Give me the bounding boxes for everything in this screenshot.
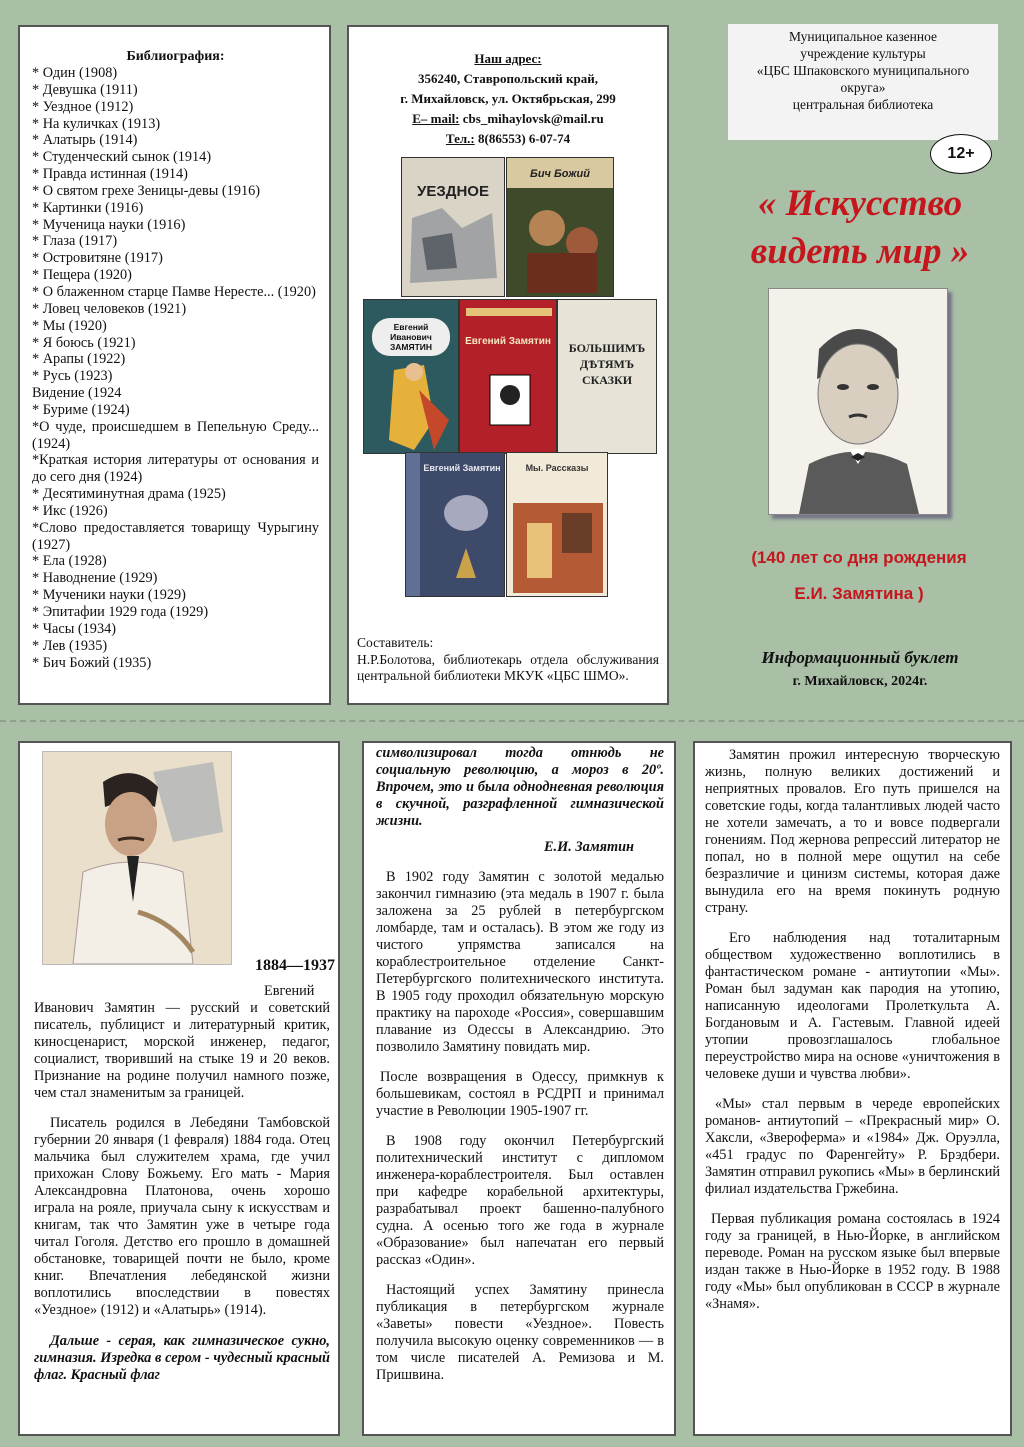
portrait-drawing — [769, 289, 947, 514]
bibliography-item: * Мы (1920) — [32, 317, 107, 334]
bibliography-item: * Пещера (1920) — [32, 267, 132, 284]
book-cover-red-series: Евгений Замятин — [459, 299, 557, 454]
email-link[interactable]: cbs_mihaylovsk@mail.ru — [462, 111, 604, 126]
bibliography-item: * Правда истинная (1914) — [32, 166, 188, 183]
book-cover-blue: Евгений Замятин — [405, 452, 505, 597]
book-cover-my: Мы. Рассказы — [506, 452, 608, 597]
booklet-kind: Информационный буклет — [761, 648, 959, 667]
bibliography-item: * Алатырь (1914) — [32, 132, 138, 149]
red-cover-illustration — [460, 300, 557, 454]
quote-signature: Е.И. Замятин — [544, 839, 634, 855]
anniversary-line-1: (140 лет со дня рождения — [751, 548, 967, 567]
info-block — [730, 646, 990, 694]
bibliography-item: * Наводнение (1929) — [32, 570, 158, 587]
bio-paragraph-1: Евгений Иванович Замятин — русский и советский писатель, публицист и литературный критик, киносценарист, морской инженер, педагог, социалист, творивший на стыке 19 и 20 веков. Признание на родине получил намного позже, чем стал знаменитым за границей. — [34, 983, 330, 1101]
biography-left-panel — [18, 741, 340, 1436]
anniversary-line-2: Е.И. Замятина ) — [794, 584, 924, 603]
bibliography-item: * Лев (1935) — [32, 637, 108, 654]
bibliography-item: *Краткая история литературы от основания и до сего дня (1924) — [32, 452, 319, 486]
bibliography-item: * Ела (1928) — [32, 553, 107, 570]
email-label: E– mail: — [412, 111, 460, 126]
my-cover-illustration — [507, 453, 608, 597]
bio-paragraph-8: Его наблюдения над тоталитарным обществом художественно воплотились в фантастическом романе - антиутопии «Мы». Роман был задуман как пародия на утопию, написанную идеологами Пролеткульта А. Богдановым и А. Гастевым. Главной идеей утопии провозглашалось глобальное переустройство мира на основе «уничтожения в человеке души и чувства любви». — [705, 930, 1000, 1082]
bibliography-item: Видение (1924 — [32, 385, 122, 402]
bibliography-item: * Картинки (1916) — [32, 199, 144, 216]
quote-continuation: символизировал тогда отнюдь не социальную революцию, а мороз в 20º. Впрочем, это и была однодневная революция в скучной, разграфленной гимназической жизни. — [376, 745, 664, 829]
phone-number: 8(86553) 6-07-74 — [478, 131, 571, 146]
bibliography-item: * Девушка (1911) — [32, 81, 138, 98]
biography-middle-panel — [362, 741, 676, 1436]
bibliography-item: * Часы (1934) — [32, 620, 117, 637]
bio-paragraph-7: Замятин прожил интересную творческую жизнь, полную великих достижений и неприятных провалов. Его путь пришелся на советские годы, когда талантливых людей часто не хотели замечать, а то и вовсе подвергали гонениям. Под жернова репрессий литератор не попал, но в полной мере ощутил на себе безразличие и цинизм системы, которая даже вынудила его на время покинуть родную страну. — [705, 747, 1000, 916]
book-cover-bich-bozhiy: Бич Божий — [506, 157, 614, 297]
anniversary-text — [724, 540, 994, 612]
age-rating-badge: 12+ — [930, 134, 992, 174]
bio-paragraph-2: Писатель родился в Лебедяни Тамбовской губернии 20 января (1 февраля) 1884 года. Отец мальчика был служителем храма, где учил прихожан Слову Божьему. Его мать - Мария Александровна Платонова, очень хорошо играла на рояле, приучала сыну к искусствам и книгам, так что Замятин уже в четыре года читал Гоголя. Детство его прошло в домашней обстановке, товарищей почти не было, кроме книг. Впечатления лебедянской жизни воплотились впоследствии в повестях «Уездное» (1912) и «Алатырь» (1914). — [34, 1115, 330, 1318]
zamyatin-painting — [42, 751, 232, 965]
bibliography-item: * Десятиминутная драма (1925) — [32, 486, 226, 503]
booklet-title: « Искусство видеть мир » — [750, 183, 970, 272]
address-panel — [347, 25, 669, 705]
org-line-2: учреждение культуры — [800, 46, 926, 61]
bio-paragraph-4: После возвращения в Одессу, примкнув к большевикам, состоял в РСДРП и принимал участие в Революции 1905-1907 гг. — [376, 1069, 664, 1119]
place-year: г. Михайловск, 2024г. — [792, 674, 928, 689]
address-heading: Наш адрес: — [474, 51, 542, 66]
zamyatin-portrait — [768, 288, 948, 515]
uezdnoe-illustration — [402, 158, 505, 297]
bibliography-item: * О святом грехе Зеницы-девы (1916) — [32, 182, 261, 199]
org-line-4: округа» — [840, 80, 886, 95]
bibliography-title: Библиография: — [126, 49, 225, 64]
book-cover-uezdnoe: УЕЗДНОЕ — [401, 157, 505, 297]
bibliography-item: * Я боюсь (1921) — [32, 334, 136, 351]
org-line-3: «ЦБС Шпаковского муниципального — [756, 63, 970, 78]
bibliography-list — [32, 65, 319, 671]
bibliography-item: * Уездное (1912) — [32, 98, 134, 115]
address-line-2: г. Михайловск, ул. Октябрьская, 299 — [400, 91, 616, 106]
bio-paragraph-9: «Мы» стал первым в череде европейских романов- антиутопий – «Прекрасный мир» О. Хаксли, «Звероферма» и «1984» Дж. Оруэлла, «451 градус по Фаренгейту» Р. Брэдбери. Замятин отправил рукопись «Мы» в берлинский филиал издательства Гржебина. — [705, 1096, 1000, 1197]
zamyatin-cover-illustration — [364, 300, 459, 454]
bibliography-item: * Глаза (1917) — [32, 233, 118, 250]
bibliography-item: * Бич Божий (1935) — [32, 654, 152, 671]
bibliography-item: * Русь (1923) — [32, 368, 113, 385]
book-cover-zamyatin: Евгений Иванович ЗАМЯТИН — [363, 299, 459, 454]
bibliography-item: * О блаженном старце Памве Нересте... (1920) — [32, 283, 316, 300]
life-years: 1884—1937 — [255, 957, 335, 974]
bio-paragraph-6: Настоящий успех Замятину принесла публикация в петербургском журнале «Заветы» повести «Уездное». Повесть получила высокую оценку современников — в том числе писателей А. Ремизова и М. Пришвина. — [376, 1282, 664, 1383]
bibliography-item: * Эпитафии 1929 года (1929) — [32, 604, 209, 620]
compiler-text: Н.Р.Болотова, библиотекарь отдела обслуживания центральной библиотеки МКУК «ЦБС ШМО». — [357, 651, 659, 684]
organization-box — [728, 24, 998, 140]
bibliography-item: *О чуде, происшедшем в Пепельную Среду... (1924) — [32, 418, 319, 452]
bibliography-item: * Мученица науки (1916) — [32, 216, 186, 233]
bibliography-item: *Слово предоставляется товарищу Чурыгину (1927) — [32, 519, 319, 553]
bibliography-panel — [18, 25, 331, 705]
bich-illustration — [507, 158, 614, 297]
blue-cover-illustration — [406, 453, 505, 597]
address-line-1: 356240, Ставропольский край, — [418, 71, 598, 86]
quote-start: Дальше - серая, как гимназическое сукно, гимназия. Изредка в сером - чудесный красный флаг. Красный флаг — [34, 1333, 330, 1383]
bibliography-item: * Мученики науки (1929) — [32, 587, 186, 604]
biography-right-panel — [693, 741, 1012, 1436]
bibliography-item: * Студенческий сынок (1914) — [32, 149, 212, 166]
bibliography-item: * Икс (1926) — [32, 502, 108, 519]
fold-line — [0, 720, 1024, 722]
bibliography-item: * Островитяне (1917) — [32, 250, 163, 267]
book-cover-skazki: БОЛЬШИМЪ ДѢТЯМЪ СКАЗКИ — [557, 299, 657, 454]
bibliography-item: * Арапы (1922) — [32, 351, 126, 368]
painting-drawing — [43, 752, 231, 964]
bio-paragraph-5: В 1908 году окончил Петербургский политехнический институт с дипломом инженера-кораблестроителя. Был оставлен при кафедре корабельной архитектуры, разрабатывал проект башенно-палубного судна. А осенью того же года в журнале «Образование» был напечатан его первый рассказ «Один». — [376, 1133, 664, 1268]
bio-paragraph-3: В 1902 году Замятин с золотой медалью закончил гимназию (эта медаль в 1907 г. была заложена за 25 рублей в петербургском ломбарде, там и осталась). В этом же году из чистого упрямства записался на кораблестроительное отделение Санкт-Петербургского политехнического института. В 1905 году проходил обязательную морскую практику на пароходе «Россия», совершавшим плавание из Одессы в Александрию. Это позволило Замятину повидать мир. — [376, 869, 664, 1055]
org-line-1: Муниципальное казенное — [788, 29, 938, 44]
bibliography-item: * Один (1908) — [32, 65, 118, 81]
org-line-5: центральная библиотека — [792, 97, 934, 112]
bibliography-item: * Буриме (1924) — [32, 401, 130, 418]
bibliography-item: * Ловец человеков (1921) — [32, 300, 187, 317]
phone-label: Тел.: — [445, 131, 475, 146]
bio-paragraph-10: Первая публикация романа состоялась в 1924 году за границей, в Нью-Йорке, в английском переводе. Роман на русском языке был впервые издан также в Нью-Йорке в 1952 году. В 1988 году «Мы» был опубликован в СССР в журнале «Знамя». — [705, 1211, 1000, 1312]
compiler-label: Составитель: — [357, 635, 434, 650]
bibliography-item: * На куличках (1913) — [32, 115, 161, 132]
